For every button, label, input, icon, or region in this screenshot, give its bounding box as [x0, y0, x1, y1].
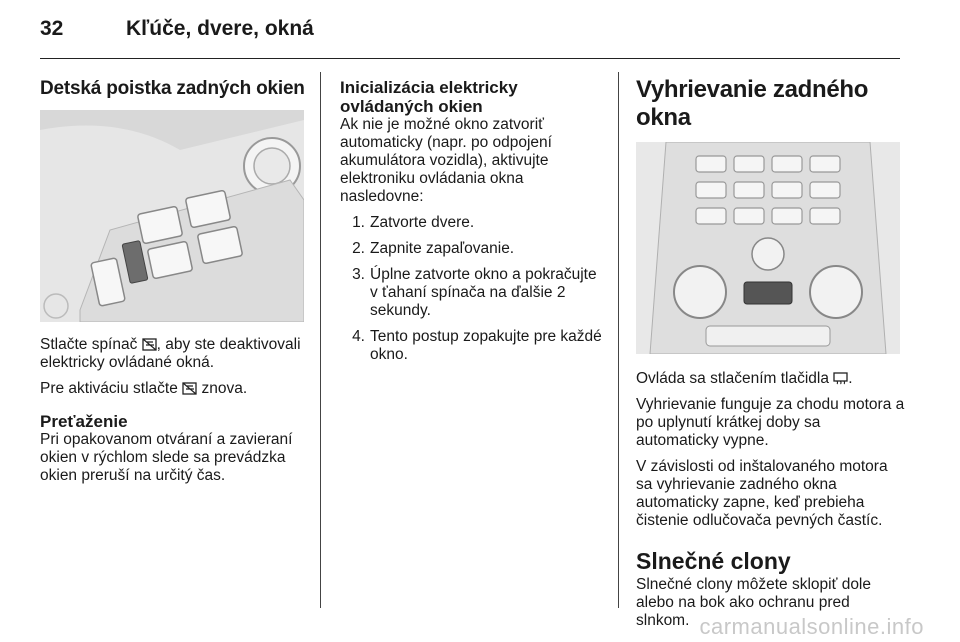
paragraph-heating-auto: V závislosti od inštalovaného motora sa vyhrievanie zadného okna automaticky zapne, keď prebieha čistenie odlučovača pevných častíc.	[636, 458, 888, 529]
column-initialization	[340, 72, 608, 372]
page-number: 32	[40, 17, 64, 40]
paragraph-overload: Pri opakovanom otváraní a zavieraní okien v rýchlom slede sa prevádzka okien preruší na určitý čas.	[40, 431, 293, 484]
window-lock-icon	[182, 382, 197, 395]
header-divider	[40, 58, 900, 59]
window-lock-icon	[142, 338, 157, 351]
section-heading-sun-visors: Slnečné clony	[636, 548, 791, 574]
section-heading-initialization: Inicializácia elektricky ovládaných okien	[340, 78, 518, 116]
chapter-title: Kľúče, dvere, okná	[126, 17, 314, 40]
paragraph-activate: Pre aktiváciu stlačte znova.	[40, 380, 248, 397]
list-item: 3. Úplne zatvorte okno a pokračujte v ťahaní spínača na ďalšie 2 sekundy.	[352, 266, 597, 319]
list-item: 2. Zapnite zapaľovanie.	[352, 240, 515, 257]
paragraph-intro: Ak nie je možné okno zatvoriť automaticky (napr. po odpojení akumulátora vozidla), aktivujte elektroniku ovládania okna nasledovne:	[340, 116, 552, 205]
watermark: carmanualsonline.info	[699, 614, 924, 639]
column-divider-2	[618, 72, 619, 608]
list-item: 4. Tento postup zopakujte pre každé okno.	[352, 328, 602, 363]
paragraph-rear-heating-button: Ovláda sa stlačením tlačidla .	[636, 370, 853, 387]
section-heading-rear-heating: Vyhrievanie zadného okna	[636, 76, 869, 131]
page-header	[40, 14, 314, 44]
rear-window-heat-icon	[833, 372, 848, 385]
steps-list	[340, 214, 608, 364]
list-item: 1. Zatvorte dvere.	[352, 214, 475, 231]
console-illustration	[636, 142, 900, 354]
column-divider-1	[320, 72, 321, 608]
column-rear-heating	[636, 72, 906, 638]
paragraph-sun-visors: Slnečné clony môžete sklopiť dole alebo na bok ako ochranu pred slnkom.	[636, 576, 871, 629]
column-child-lock	[40, 72, 308, 493]
section-heading-child-lock: Detská poistka zadných okien	[40, 78, 305, 99]
subheading-overload: Preťaženie	[40, 412, 128, 431]
window-switch-illustration	[40, 110, 304, 322]
paragraph-deactivate: Stlačte spínač , aby ste deaktivovali elektricky ovládané okná.	[40, 336, 301, 371]
paragraph-heating-duration: Vyhrievanie funguje za chodu motora a po uplynutí krátkej doby sa automaticky vypne.	[636, 396, 905, 449]
